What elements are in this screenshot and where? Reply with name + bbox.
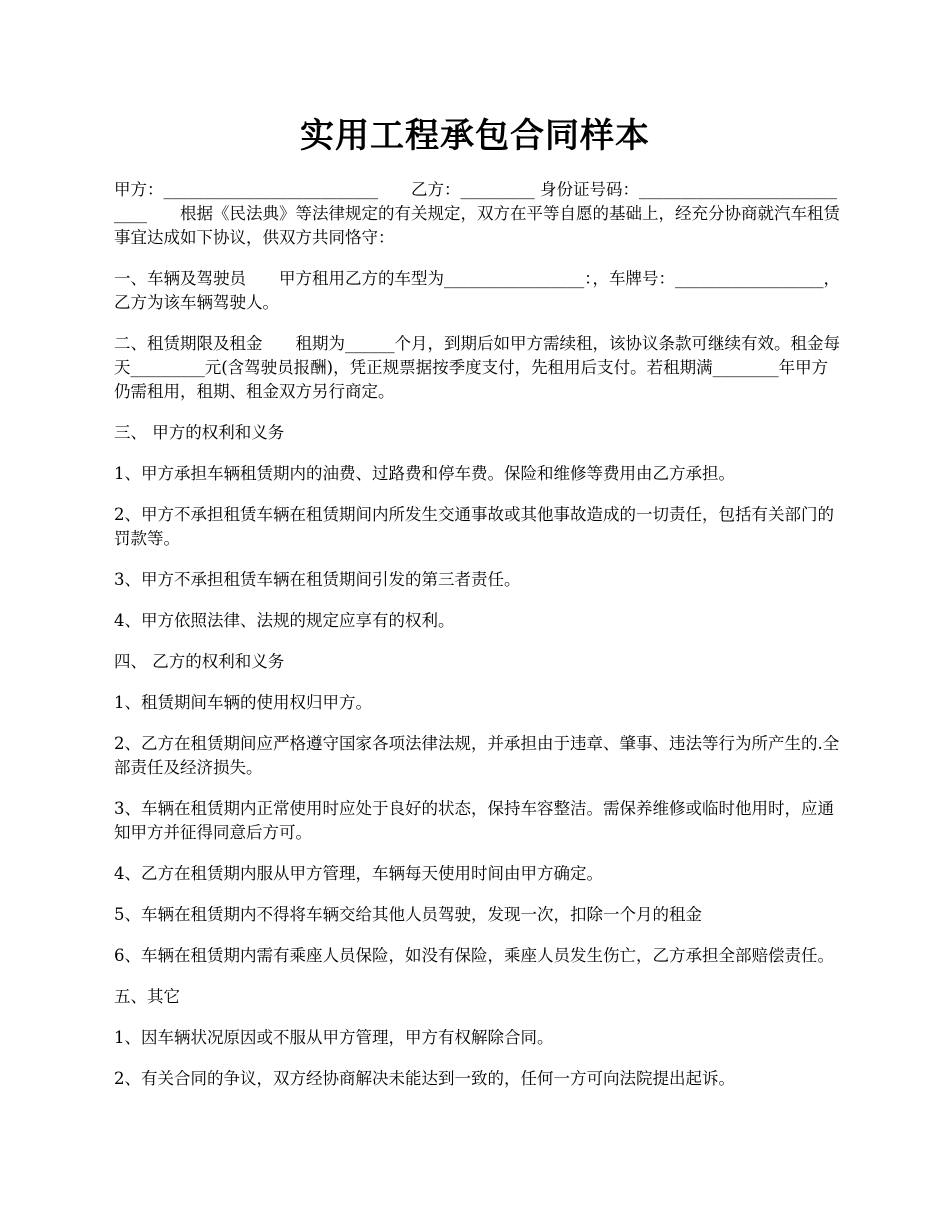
paragraph-other-2: 2、有关合同的争议，双方经协商解决未能达到一致的，任何一方可向法院提出起诉。 <box>114 1069 735 1088</box>
paragraph-a-4: 4、甲方依照法律、法规的规定应享有的权利。 <box>114 611 455 630</box>
document-title: 实用工程承包合同样本 <box>300 116 650 156</box>
heading-other: 五、其它 <box>114 987 180 1006</box>
paragraph-a-2: 2、甲方不承担租赁车辆在租赁期间内所发生交通事故或其他事故造成的一切责任，包括有关部门的罚款等。 <box>114 505 834 548</box>
paragraph-b-2: 2、乙方在租赁期间应严格遵守国家各项法律法规，并承担由于违章、肇事、违法等行为所产生的.全部责任及经济损失。 <box>114 734 840 777</box>
paragraph-a-3: 3、甲方不承担租赁车辆在租赁期间引发的第三者责任。 <box>114 570 521 589</box>
paragraph-b-3: 3、车辆在租赁期内正常使用时应处于良好的状态，保持车容整洁。需保养维修或临时他用时，应通知甲方并征得同意后方可。 <box>114 799 834 842</box>
paragraph-b-6: 6、车辆在租赁期内需有乘座人员保险，如没有保险，乘座人员发生伤亡，乙方承担全部赔偿责任。 <box>114 946 834 965</box>
paragraph-a-1: 1、甲方承担车辆租赁期内的油费、过路费和停车费。保险和维修等费用由乙方承担。 <box>114 464 735 483</box>
paragraph-other-1: 1、因车辆状况原因或不服从甲方管理，甲方有权解除合同。 <box>114 1028 554 1047</box>
paragraph-b-5: 5、车辆在租赁期内不得将车辆交给其他人员驾驶，发现一次，扣除一个月的租金 <box>114 905 702 924</box>
paragraph-b-4: 4、乙方在租赁期内服从甲方管理，车辆每天使用时间由甲方确定。 <box>114 864 603 883</box>
heading-party-a-rights: 三、 甲方的权利和义务 <box>114 423 285 442</box>
heading-party-b-rights: 四、 乙方的权利和义务 <box>114 652 285 671</box>
paragraph-parties: 甲方：__________________________ 乙方：_________ 身份证号码：____________________________ 根据《民法典》等法律规定的有关规定，双方在平等自愿的基础上，经充分协商就汽车租赁事宜达成如下协议，供双方共同恪守： <box>114 180 840 247</box>
document-body <box>114 178 840 1108</box>
paragraph-vehicle: 一、车辆及驾驶员 甲方租用乙方的车型为_________________：，车牌号：__________________，乙方为该车辆驾驶人。 <box>114 269 840 312</box>
paragraph-term-rent: 二、租赁期限及租金 租期为______个月，到期后如甲方需续租，该协议条款可继续有效。租金每天_________元(含驾驶员报酬)，凭正规票据按季度支付，先租用后支付。若租期满________年甲方仍需租用，租期、租金双方另行商定。 <box>114 334 840 401</box>
paragraph-b-1: 1、租赁期间车辆的使用权归甲方。 <box>114 693 372 712</box>
